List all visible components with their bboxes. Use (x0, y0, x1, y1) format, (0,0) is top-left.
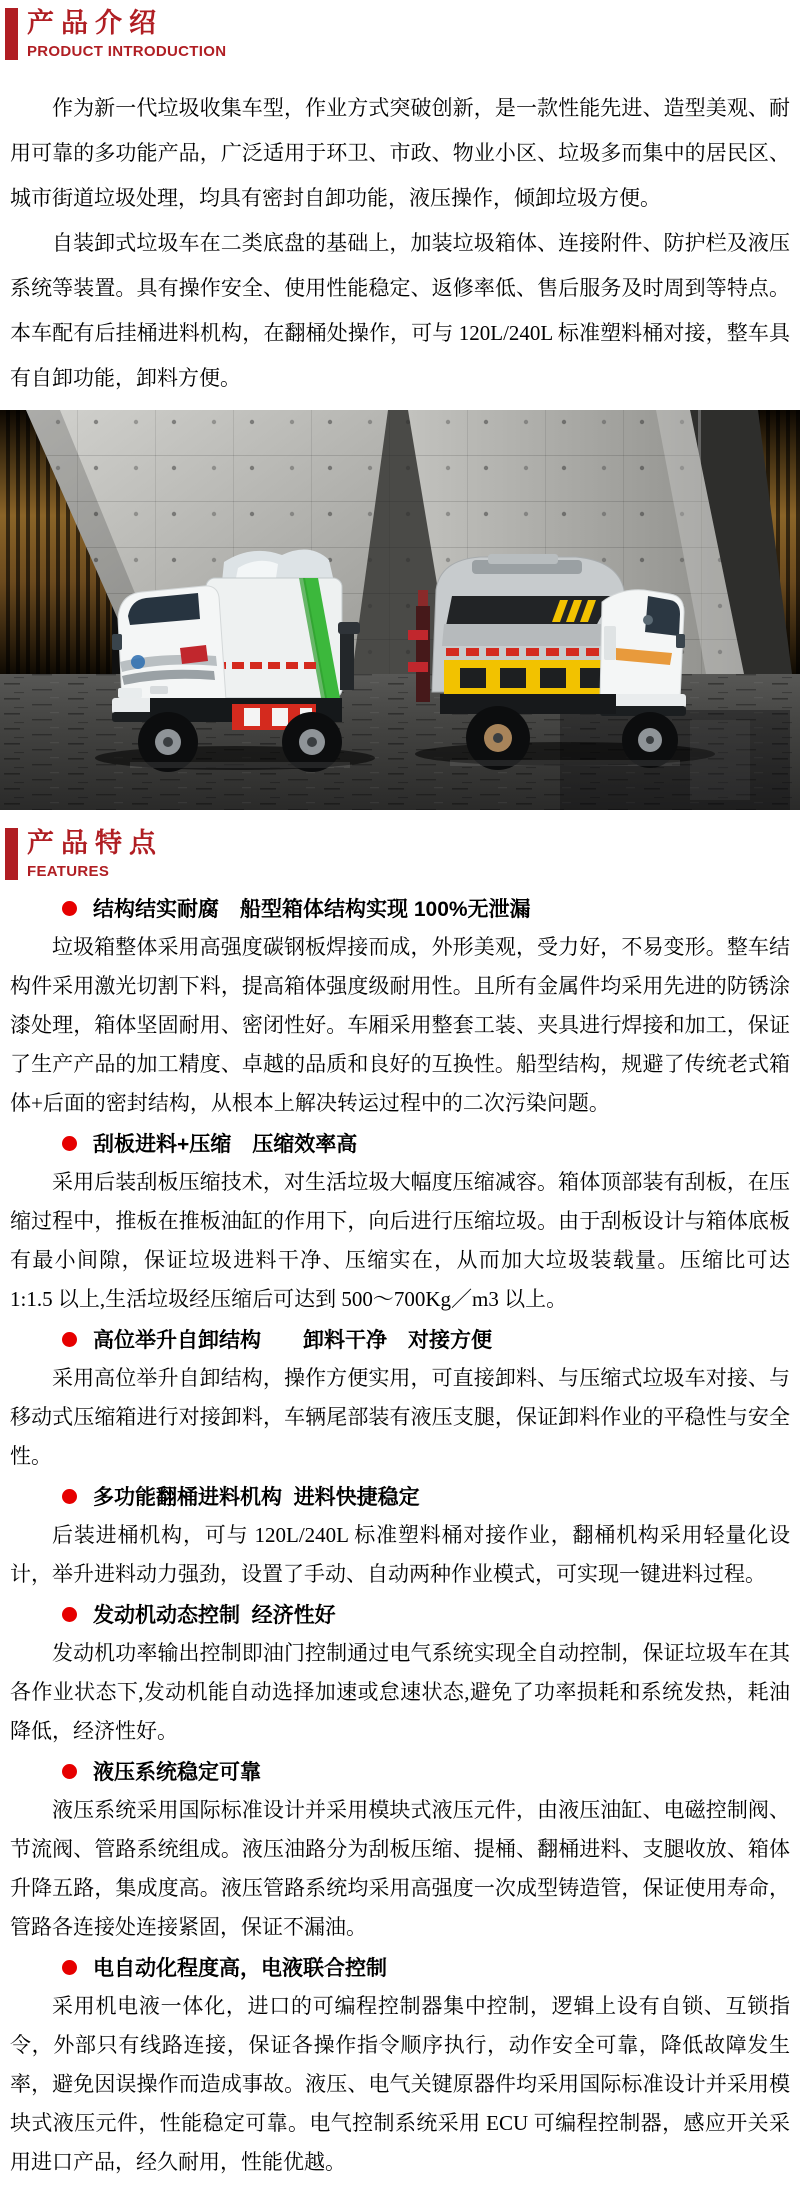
feature-heading-text: 刮板进料+压缩 压缩效率高 (93, 1133, 358, 1156)
bullet-icon (62, 1136, 77, 1151)
feature-item-lifting (0, 1319, 800, 1476)
intro-section (0, 86, 800, 401)
feature-heading (62, 1751, 790, 1791)
bullet-icon (62, 1960, 77, 1975)
feature-heading-text: 液压系统稳定可靠 (93, 1761, 261, 1784)
feature-heading (62, 1476, 790, 1516)
feature-item-structure (0, 888, 800, 1123)
intro-paragraph-1: 作为新一代垃圾收集车型，作业方式突破创新，是一款性能先进、造型美观、耐用可靠的多功能产品，广泛适用于环卫、市政、物业小区、垃圾多而集中的居民区、城市街道垃圾处理，均具有密封自卸功能，液压操作，倾卸垃圾方便。 (10, 96, 790, 210)
features-section (0, 888, 800, 2182)
feature-body: 垃圾箱整体采用高强度碳钢板焊接而成，外形美观，受力好，不易变形。整车结构件采用激光切割下料，提高箱体强度级耐用性。且所有金属件均采用先进的防锈涂漆处理，箱体坚固耐用、密闭性好。车厢采用整套工装、夹具进行焊接和加工，保证了生产产品的加工精度、卓越的品质和良好的互换性。船型结构，规避了传统老式箱体+后面的密封结构，从根本上解决转运过程中的二次污染问题。 (10, 935, 790, 1115)
feature-item-bin-flipper (0, 1476, 800, 1594)
feature-heading-text: 高位举升自卸结构 卸料干净 对接方便 (93, 1329, 492, 1352)
intro-header (5, 8, 800, 60)
feature-body: 液压系统采用国际标准设计并采用模块式液压元件，由液压油缸、电磁控制阀、节流阀、管路系统组成。液压油路分为刮板压缩、提桶、翻桶进料、支腿收放、箱体升降五路，集成度高。液压管路系统均采用高强度一次成型铸造管，保证使用寿命，管路各连接处连接紧固，保证不漏油。 (10, 1798, 790, 1939)
header-accent-bar (5, 8, 18, 60)
feature-item-engine-control (0, 1594, 800, 1751)
feature-heading-text: 电自动化程度高，电液联合控制 (93, 1957, 387, 1980)
feature-item-hydraulic (0, 1751, 800, 1947)
feature-body: 发动机功率输出控制即油门控制通过电气系统实现全自动控制，保证垃圾车在其各作业状态下,发动机能自动选择加速或怠速状态,避免了功率损耗和系统发热，耗油降低，经济性好。 (10, 1641, 790, 1743)
features-title: 产品特点 (27, 828, 163, 858)
bullet-icon (62, 1332, 77, 1347)
intro-paragraph-2: 自装卸式垃圾车在二类底盘的基础上，加装垃圾箱体、连接附件、防护栏及液压系统等装置。具有操作安全、使用性能稳定、返修率低、售后服务及时周到等特点。本车配有后挂桶进料机构，在翻桶处操作，可与 120L/240L 标准塑料桶对接，整车具有自卸功能，卸料方便。 (10, 231, 790, 390)
feature-item-compression (0, 1123, 800, 1319)
feature-body: 后装进桶机构，可与 120L/240L 标准塑料桶对接作业，翻桶机构采用轻量化设计，举升进料动力强劲，设置了手动、自动两种作业模式，可实现一键进料过程。 (10, 1523, 790, 1586)
bullet-icon (62, 901, 77, 916)
intro-title: 产品介绍 (27, 8, 163, 38)
feature-heading-text: 发动机动态控制 经济性好 (93, 1604, 336, 1627)
feature-heading (62, 1594, 790, 1634)
bullet-icon (62, 1489, 77, 1504)
feature-body: 采用后装刮板压缩技术，对生活垃圾大幅度压缩减容。箱体顶部装有刮板，在压缩过程中，推板在推板油缸的作用下，向后进行压缩垃圾。由于刮板设计与箱体底板有最小间隙，保证垃圾进料干净、压缩实在，从而加大垃圾装载量。压缩比可达 1:1.5 以上,生活垃圾经压缩后可达到 500～700Kg／m3 以上。 (10, 1170, 790, 1311)
features-header (5, 828, 800, 880)
feature-item-electric-control (0, 1947, 800, 2182)
intro-subtitle: PRODUCT INTRODUCTION (27, 43, 227, 60)
feature-body: 采用高位举升自卸结构，操作方便实用，可直接卸料、与压缩式垃圾车对接、与移动式压缩箱进行对接卸料，车辆尾部装有液压支腿，保证卸料作业的平稳性与安全性。 (10, 1366, 790, 1468)
truck-photo (0, 410, 800, 810)
feature-heading (62, 1947, 790, 1987)
feature-body: 采用机电液一体化，进口的可编程控制器集中控制，逻辑上设有自锁、互锁指令，外部只有线路连接，保证各操作指令顺序执行，动作安全可靠，降低故障发生率，避免因误操作而造成事故。液压、电气关键原器件均采用国际标准设计并采用模块式液压元件，性能稳定可靠。电气控制系统采用 ECU 可编程控制器，感应开关采用进口产品，经久耐用，性能优越。 (10, 1994, 790, 2174)
intro-header-titles (27, 8, 226, 60)
feature-heading (62, 1319, 790, 1359)
truck-photo-illustration (0, 410, 800, 810)
feature-heading-text: 多功能翻桶进料机构 进料快捷稳定 (93, 1486, 420, 1509)
bullet-icon (62, 1764, 77, 1779)
feature-heading (62, 1123, 790, 1163)
features-header-titles (27, 828, 163, 880)
bullet-icon (62, 1607, 77, 1622)
feature-heading (62, 888, 790, 928)
features-subtitle: FEATURES (27, 863, 110, 880)
feature-heading-text: 结构结实耐腐 船型箱体结构实现 100%无泄漏 (93, 898, 531, 921)
header-accent-bar (5, 828, 18, 880)
